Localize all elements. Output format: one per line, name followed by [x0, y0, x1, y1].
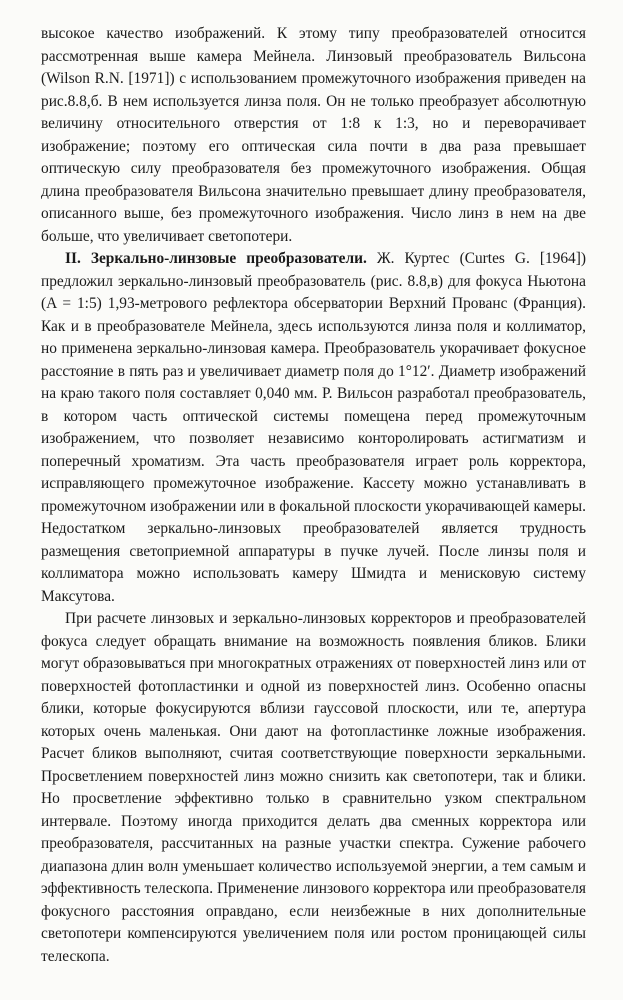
paragraph-2: [41, 248, 586, 608]
paragraph-2-text: Ж. Куртес (Curtes G. [1964]) предложил зеркально-линзовый преобразователь (рис. 8.8,в) для фокуса Ньютона (A = 1:5) 1,93-метрового рефлектора обсерватории Верхний Прованс (Франция). Как и в преобразователе Мейнела, здесь используются линза поля и коллиматор, но применена зеркально-линзовая камера. Преобразователь укорачивает фокусное расстояние в пять раз и увеличивает диаметр поля до 1°12′. Диаметр изображений на краю такого поля составляет 0,040 мм. Р. Вильсон разработал преобразователь, в котором часть оптической системы помещена перед промежуточным изображением, что позволяет независимо конторолировать астигматизм и поперечный хроматизм. Эта часть преобразователя играет роль корректора, исправляющего промежуточное изображение. Кассету можно устанавливать в промежуточном изображении или в фокальной плоскости укорачивающей камеры. Недостатком зеркально-линзовых преобразователей является трудность размещения светоприемной аппаратуры в пучке лучей. После линзы поля и коллиматора можно использовать камеру Шмидта и мениcковую систему Максутова.: [41, 250, 587, 605]
page-body: [41, 23, 586, 968]
paragraph-1: высокое качество изображений. К этому типу преобразователей относится рассмотренная выше камера Мейнела. Линзовый преобразователь Вильсона (Wilson R.N. [1971]) с использованием промежуточного изображения приведен на рис.8.8,б. В нем используется линза поля. Он не только преобразует абсолютную величину относительного отверстия от 1:8 к 1:3, но и переворачивает изображение; поэтому его оптическая сила почти в два раза превышает оптическую силу преобразователя без промежуточного изображения. Общая длина преобразователя Вильсона значительно превышает длину преобразователя, описанного выше, без промежуточного изображения. Число линз в нем на две больше, что увеличивает светопотери.: [41, 25, 586, 245]
paragraph-3: При расчете линзовых и зеркально-линзовых корректоров и преобразователей фокуса следует обращать внимание на возможность появления бликов. Блики могут образовываться при многократных отражениях от поверхностей линз или от поверхностей фотопластинки и одной из поверхностей линз. Особенно опасны блики, которые фокусируются вблизи гауссовой плоскости, или те, апертура которых очень маленькая. Они дают на фотопластинке ложные изображения. Расчет бликов выполняют, считая соответствующие поверхности зеркальными. Просветлением поверхностей линз можно снизить как светопотери, так и блики. Но просветление эффективно только в сравнительно узком спектральном интервале. Поэтому иногда приходится делать два сменных корректора или преобразователя, рассчитанных на разные участки спектра. Сужение рабочего диапазона длин волн уменьшает количество используемой энергии, а тем самым и эффективность телескопа. Применение линзового корректора или преобразователя фокусного расстояния оправдано, если неизбежные в них дополнительные светопотери компенсируются увеличением поля или ростом проницающей силы телескопа.: [41, 610, 586, 965]
section-heading: II. Зеркально-линзовые преобразователи.: [65, 250, 367, 267]
